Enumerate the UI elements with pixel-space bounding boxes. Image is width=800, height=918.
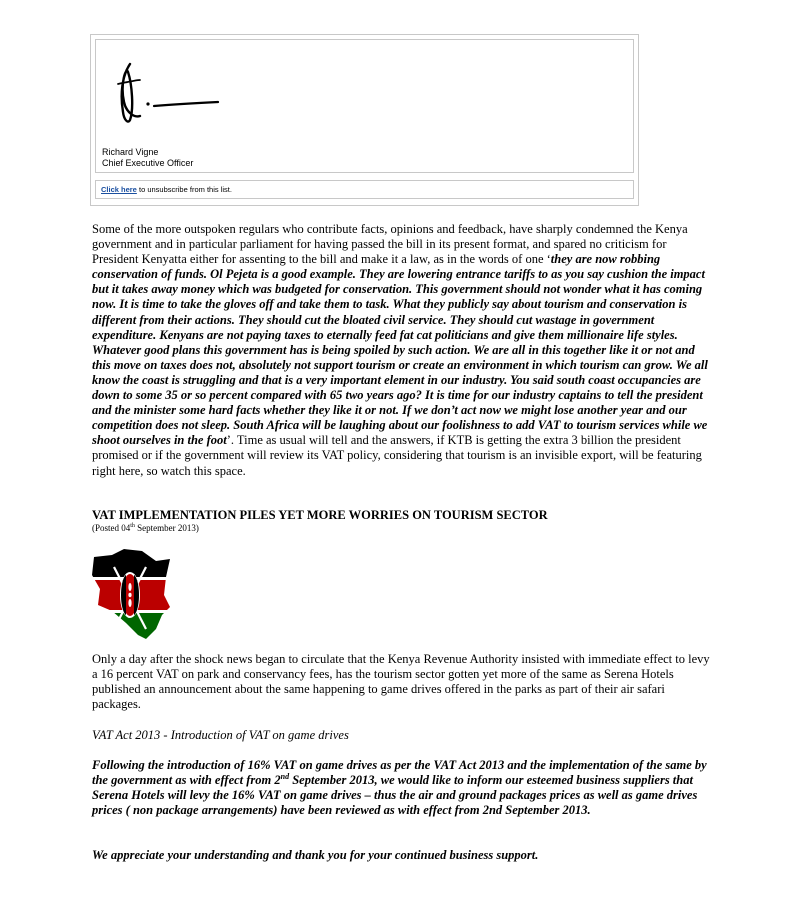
article-paragraph-vat: Only a day after the shock news began to circulate that the Kenya Revenue Authority insisted with immediate effect to levy a 16 percent VAT on park and conservancy fees, has the tourism sector gotten yet more of the same as Serena Hotels published an announcement about the same happening to game drives offered in the parks as part of their air safari packages.: [92, 652, 710, 712]
post-date: [92, 523, 199, 533]
unsubscribe-text: to unsubscribe from this list.: [139, 185, 232, 194]
article-heading: VAT IMPLEMENTATION PILES YET MORE WORRIES ON TOURISM SECTOR: [92, 508, 548, 522]
signatory-title: Chief Executive Officer: [102, 158, 194, 168]
notice-title: VAT Act 2013 - Introduction of VAT on game drives: [92, 728, 349, 742]
post-date-suffix: September 2013): [134, 523, 199, 533]
notice-paragraph: [92, 758, 714, 818]
paragraph-outro: ’. Time as usual will tell and the answers, if KTB is getting the extra 3 billion the president promised or if the government will review its VAT policy, considering that tourism is an invisible export, will be featuring right here, so watch this space.: [92, 433, 702, 478]
closing-line: We appreciate your understanding and thank you for your continued business support.: [92, 848, 539, 862]
notice-sup: nd: [280, 771, 290, 781]
signature-panel: [95, 39, 634, 173]
paragraph-intro: Some of the more outspoken regulars who contribute facts, opinions and feedback, have sharply condemned the Kenya government and in particular parliament for having passed the bill in its present format, and spared no criticism for President Kenyatta either for assenting to the bill and make it a law, as in the words of one ‘: [92, 222, 688, 267]
unsubscribe-row: [95, 180, 634, 199]
post-date-sup: th: [130, 523, 135, 529]
article-paragraph-opinions: [92, 222, 714, 479]
notice-text-a: Following the introduction of 16% VAT on game drives as per the VAT Act 2013 and the implementation of the same by the government as with effect from 2: [92, 758, 707, 788]
handwritten-signature: [108, 54, 228, 144]
post-date-prefix: (Posted 04: [92, 523, 131, 533]
notice-text-b: September 2013, we would like to inform our esteemed business suppliers that Serena Hotels will levy the 16% VAT on game drives – thus the air and ground packages prices as well as game drives prices ( non package arrangements) have been reviewed as with effect from 2nd September 2013.: [92, 773, 698, 818]
kenya-flag-map-image: [90, 549, 180, 641]
email-signature-box: [90, 34, 639, 206]
reader-quote: they are now robbing conservation of funds. Ol Pejeta is a good example. They are lowering entrance tariffs to as you say cushion the impact but it takes away money which was budgeted for conservation. This government should not wonder what it has coming now. It is time to take the gloves off and take them to task. What they publicly say about tourism and conservation is different from their actions. They should cut the bloated civil service. They should cut wastage in government expenditure. Kenyans are not paying taxes to eternally feed fat cat politicians and give them millionaire life styles. Whatever good plans this government has is being spoiled by such action. We are all in this together like it or not and this move on taxes does not, absolutely not support tourism or create an environment in which tourism can grow. We all know the coast is struggling and that is a very important element in our industry. You said south coast occupancies are down to some 35 or so percent compared with 65 two years ago? It is time for our industry captains to tell the president and the minister some hard facts whether they like it or not. If we don’t act now we might lose another year and our competition does not sleep. South Africa will be laughing about our foolishness to add VAT to tourism services while we shoot ourselves in the foot: [92, 252, 708, 448]
signatory-name: Richard Vigne: [102, 147, 159, 157]
unsubscribe-link[interactable]: Click here: [101, 185, 137, 194]
